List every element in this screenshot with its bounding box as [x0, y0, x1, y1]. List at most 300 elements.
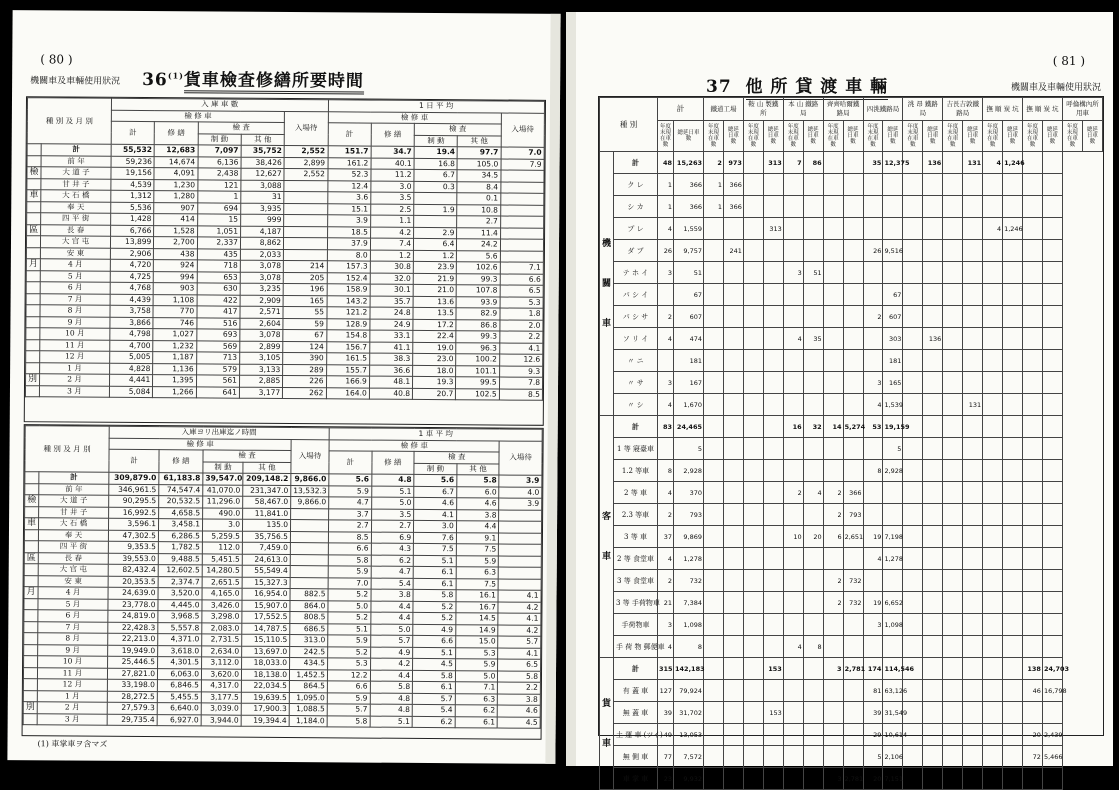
table-cell: 4,798 [110, 328, 153, 340]
table-cell [723, 372, 743, 394]
header-year-end-count: 年度末現在車數 [863, 121, 883, 152]
table-cell [983, 328, 1003, 350]
table-cell [1003, 680, 1023, 702]
table-cell: 17,552.5 [242, 611, 290, 623]
table-cell: 1,539 [883, 394, 903, 416]
table-cell: 3 [783, 262, 803, 284]
table-cell: 5 [863, 746, 883, 768]
table-cell [1023, 372, 1043, 394]
table-row [600, 328, 1103, 350]
table-cell: 793 [843, 504, 863, 526]
table-cell [843, 460, 863, 482]
table-cell [903, 438, 923, 460]
table-cell [498, 579, 541, 591]
table-cell: 4.1 [499, 343, 542, 355]
table-cell [823, 240, 843, 262]
table-cell: 924 [154, 260, 197, 272]
table-cell [983, 746, 1003, 768]
table-cell [763, 372, 783, 394]
table-cell: 2,906 [110, 248, 153, 260]
table-cell: 2,552 [284, 145, 327, 157]
table-cell: 21.9 [413, 273, 456, 285]
table-cell: 20.7 [413, 388, 456, 400]
table-cell [743, 174, 763, 196]
table-cell [843, 702, 863, 724]
table-cell [863, 570, 883, 592]
table-cell [823, 746, 843, 768]
table-cell: 7 [783, 152, 803, 174]
table-cell: 5.9 [329, 485, 372, 497]
table-cell [903, 196, 923, 218]
table-cell: 3,039.0 [201, 703, 241, 715]
table-cell: 55,549.4 [242, 565, 290, 577]
table-cell: 5.1 [413, 647, 456, 659]
table-cell [704, 284, 724, 306]
table-cell: 26 [863, 240, 883, 262]
table-row [600, 174, 1103, 196]
table-cell: 35 [863, 152, 883, 174]
table-cell [1042, 416, 1062, 438]
table-cell: 4.8 [371, 474, 414, 486]
table-cell: 5.8 [328, 554, 371, 566]
table-cell: 67 [883, 284, 903, 306]
table-cell [963, 174, 983, 196]
table-cell: 33.1 [370, 330, 413, 342]
table-cell: 490.0 [203, 507, 243, 519]
row-group-label [26, 282, 40, 294]
table-cell: 9,488.5 [158, 553, 202, 565]
table-cell: 1 [658, 174, 674, 196]
table-cell [783, 306, 803, 328]
table-37 [598, 96, 1104, 783]
table-cell [783, 658, 803, 680]
table-cell: 2 [783, 482, 803, 504]
table-cell [1023, 768, 1043, 790]
table-cell [823, 394, 843, 416]
table-cell [923, 702, 943, 724]
table-cell: 2.7 [329, 520, 372, 532]
row-group-label: 檢 [27, 167, 41, 179]
table-row [600, 372, 1103, 394]
table-cell: 1,246 [1003, 218, 1023, 240]
table-cell: 7.8 [499, 377, 542, 389]
table-cell: 6,136 [198, 156, 241, 168]
table-cell [943, 504, 963, 526]
table-cell: 2,604 [240, 318, 283, 330]
table-cell [1003, 504, 1023, 526]
table-cell [923, 614, 943, 636]
table-cell: 5.1 [371, 486, 414, 498]
table-cell: 181 [883, 350, 903, 372]
row-group-label [23, 667, 37, 679]
table-cell [923, 636, 943, 658]
table-cell [783, 174, 803, 196]
table-cell: 4 [658, 394, 674, 416]
table-cell: 2 [704, 152, 724, 174]
header-year-end-count: 年度末現在車數 [743, 121, 763, 152]
table-cell: 994 [154, 271, 197, 283]
table-cell [723, 416, 743, 438]
table-cell [704, 218, 724, 240]
table-cell: 47,302.5 [108, 530, 158, 542]
table-cell [903, 504, 923, 526]
table-cell [1042, 504, 1062, 526]
table-cell: 51 [803, 262, 823, 284]
header-waiting-2: 入場待 [501, 113, 545, 148]
table-cell: 3.9 [499, 475, 542, 487]
table-cell: 36.6 [369, 365, 412, 377]
table-cell: 2,651 [843, 526, 863, 548]
table-cell: 5.6 [329, 474, 372, 486]
header-car-days: 總延日車數 [1042, 121, 1062, 152]
table-cell [943, 570, 963, 592]
row-label: 〃 シ [614, 394, 658, 416]
table-cell: 4.1 [414, 509, 457, 521]
table-cell: 4 [863, 548, 883, 570]
table-cell: 24,639.0 [108, 587, 158, 599]
table-cell [843, 372, 863, 394]
table-cell: 7.4 [370, 238, 413, 250]
table-cell: 15 [197, 214, 240, 226]
table-row [600, 526, 1103, 548]
table-cell [883, 636, 903, 658]
row-label: 8 月 [40, 305, 110, 317]
table-cell [783, 724, 803, 746]
row-label: 5 月 [40, 270, 110, 282]
table-cell: 81 [863, 680, 883, 702]
table-cell: 35,752 [241, 145, 284, 157]
table-cell: 1 [658, 196, 674, 218]
table-cell [1003, 768, 1023, 790]
table-cell [500, 193, 543, 205]
table-cell: 5.2 [413, 612, 456, 624]
header-brake: 制 動 [198, 133, 241, 145]
table-cell [963, 548, 983, 570]
table-cell [763, 746, 783, 768]
table-cell: 903 [153, 283, 196, 295]
table-cell [704, 460, 724, 482]
table-cell: 121 [197, 179, 240, 191]
table-cell: 1,278 [883, 548, 903, 570]
table-cell: 864.0 [290, 600, 328, 612]
table-cell: 4 [983, 152, 1003, 174]
table-cell: 12.4 [327, 180, 370, 192]
row-group-label [26, 328, 40, 340]
table-cell: 16,954.0 [242, 588, 290, 600]
table-cell: 23.0 [413, 353, 456, 365]
table-cell: 4,165.0 [202, 588, 242, 600]
table-cell: 29,735.4 [107, 714, 157, 726]
table-cell: 7.5 [414, 543, 457, 555]
table-cell: 1,452.5 [289, 669, 327, 681]
table-cell [883, 482, 903, 504]
row-label: 5 月 [38, 598, 108, 610]
table-cell: 226 [283, 375, 326, 387]
table-cell: 686.5 [290, 623, 328, 635]
table-cell: 2.7 [371, 520, 414, 532]
table-row [600, 240, 1103, 262]
table-cell [823, 218, 843, 240]
table-cell [284, 249, 327, 261]
running-head: 機關車及車輛使用狀況 [30, 76, 121, 87]
row-group-label [26, 362, 40, 374]
table-cell [863, 196, 883, 218]
table-cell [723, 350, 743, 372]
table-cell: 55,532 [111, 144, 154, 156]
table-cell: 5.3 [500, 297, 543, 309]
table-cell: 5,451.5 [202, 553, 242, 565]
table-cell [704, 768, 724, 790]
table-cell [903, 372, 923, 394]
table-cell: 15,110.5 [242, 634, 290, 646]
table-cell: 3,758 [110, 305, 153, 317]
table-cell: 7,151 [883, 768, 903, 790]
table-cell: 31,702 [674, 702, 704, 724]
table-cell [500, 216, 543, 228]
table-cell [903, 306, 923, 328]
table-cell: 16.7 [456, 601, 499, 613]
table-cell: 5.9 [328, 566, 371, 578]
table-cell: 27,821.0 [107, 668, 157, 680]
row-group-label [24, 575, 38, 587]
table-cell [963, 482, 983, 504]
table-cell [499, 544, 542, 556]
table-cell [863, 636, 883, 658]
table-cell: 31,549 [883, 702, 903, 724]
table-cell: 2 [863, 306, 883, 328]
table-cell [1003, 416, 1023, 438]
table-cell: 5.8 [413, 670, 456, 682]
table-cell [743, 680, 763, 702]
table-cell: 1.9 [414, 204, 457, 216]
header-other-2: 其 他 [457, 463, 500, 475]
table-cell [963, 240, 983, 262]
row-group-label: 月 [24, 587, 38, 599]
table-cell: 1,246 [1003, 152, 1023, 174]
table-cell: 390 [283, 352, 326, 364]
table-cell: 1,187 [153, 352, 196, 364]
table-cell: 161.2 [328, 157, 371, 169]
table-cell [783, 680, 803, 702]
table-cell: 6.6 [328, 543, 371, 555]
table-cell [903, 218, 923, 240]
table-cell [1023, 504, 1043, 526]
table-cell: 9.1 [456, 532, 499, 544]
table-cell: 3,298.0 [202, 611, 242, 623]
table-cell: 1,136 [153, 363, 196, 375]
table-cell [823, 262, 843, 284]
table-cell: 14,674 [154, 156, 197, 168]
table-cell: 5,274 [843, 416, 863, 438]
table-cell [823, 614, 843, 636]
table-cell [943, 438, 963, 460]
table-body [23, 472, 542, 729]
table-cell: 9,353.5 [108, 541, 158, 553]
table-cell [903, 614, 923, 636]
table-cell [983, 680, 1003, 702]
table-cell: 13.6 [413, 296, 456, 308]
row-group-label [25, 483, 39, 495]
row-label: 2 等 車 [614, 482, 658, 504]
table-cell [923, 284, 943, 306]
table-cell [903, 636, 923, 658]
table-cell [284, 203, 327, 215]
table-cell [963, 614, 983, 636]
table-cell [499, 533, 542, 545]
table-cell [823, 636, 843, 658]
table-cell: 14,787.5 [242, 623, 290, 635]
header-total: 計 [658, 98, 704, 121]
row-label: 1 月 [40, 362, 110, 374]
table-cell [763, 636, 783, 658]
table-cell: 1 [197, 191, 240, 203]
table-cell: 121.2 [326, 307, 369, 319]
table-cell [723, 636, 743, 658]
table-cell: 63,126 [883, 680, 903, 702]
table-title [142, 65, 364, 92]
header-per-car-average: 1 車 平 均 [329, 428, 542, 441]
table-cell [783, 548, 803, 570]
table-cell: 67 [674, 284, 704, 306]
table-row [600, 548, 1103, 570]
table-cell [783, 746, 803, 768]
table-cell: 5.7 [327, 704, 370, 716]
table-cell [963, 438, 983, 460]
table-cell: 38,426 [241, 157, 284, 169]
table-cell [823, 438, 843, 460]
table-cell: 9,932 [674, 768, 704, 790]
table-cell: 8 [863, 460, 883, 482]
table-cell: 2.0 [500, 320, 543, 332]
row-label: 車 掌 車 [614, 768, 658, 790]
table-cell [1023, 526, 1043, 548]
table-cell [783, 614, 803, 636]
table-cell [723, 262, 743, 284]
table-cell: 13,899 [110, 236, 153, 248]
table-cell [704, 482, 724, 504]
table-cell [290, 566, 328, 578]
table-cell: 973 [723, 152, 743, 174]
table-cell: 136 [923, 328, 943, 350]
row-group-label [26, 247, 40, 259]
row-label: 4 月 [38, 587, 108, 599]
table-cell [723, 768, 743, 790]
table-cell: 6.3 [456, 567, 499, 579]
table-cell: 4.7 [371, 566, 414, 578]
table-cell [803, 394, 823, 416]
table-cell: 4 [658, 548, 674, 570]
table-cell [963, 218, 983, 240]
table-cell: 366 [723, 174, 743, 196]
table-cell [943, 262, 963, 284]
header-repair: 修 繕 [159, 450, 203, 473]
table-cell [943, 592, 963, 614]
table-cell: 2 [658, 570, 674, 592]
table-cell [943, 284, 963, 306]
table-cell: 3.8 [371, 589, 414, 601]
table-cell: 86.8 [456, 319, 499, 331]
table-cell: 6.6 [327, 681, 370, 693]
row-group-label [24, 598, 38, 610]
table-cell [943, 460, 963, 482]
table-row [600, 614, 1103, 636]
row-group-label [26, 316, 40, 328]
table-cell [903, 350, 923, 372]
table-cell [843, 284, 863, 306]
table-cell [499, 510, 542, 522]
table-cell [903, 548, 923, 570]
table-cell [723, 328, 743, 350]
table-cell [743, 482, 763, 504]
row-label: 10 月 [40, 328, 110, 340]
row-label: 大 石 橋 [39, 518, 109, 530]
table-cell [923, 548, 943, 570]
table-cell [1003, 702, 1023, 724]
table-cell [823, 724, 843, 746]
table-cell [963, 262, 983, 284]
table-cell: 40.8 [369, 388, 412, 400]
table-cell [803, 658, 823, 680]
row-group-label [25, 506, 39, 518]
table-cell: 4,658.5 [159, 507, 203, 519]
table-cell: 3,866 [110, 317, 153, 329]
table-cell: 3,105 [240, 352, 283, 364]
table-cell [499, 521, 542, 533]
table-cell: 4.4 [371, 601, 414, 613]
table-cell [763, 262, 783, 284]
table-cell: 516 [197, 317, 240, 329]
table-cell: 6,766 [111, 225, 154, 237]
table-cell [983, 592, 1003, 614]
table-cell [883, 262, 903, 284]
table-cell: 5.2 [328, 612, 371, 624]
table-cell: 1,051 [197, 225, 240, 237]
table-cell: 4.4 [370, 670, 413, 682]
table-cell: 5.9 [328, 635, 371, 647]
table-cell [923, 746, 943, 768]
table-cell: 7,572 [674, 746, 704, 768]
header-inspected-cars-2: 檢 修 車 [328, 111, 501, 124]
table-cell [963, 416, 983, 438]
table-cell: 24.9 [370, 319, 413, 331]
table-cell [743, 328, 763, 350]
table-cell [803, 306, 823, 328]
table-cell [923, 262, 943, 284]
table-cell [843, 152, 863, 174]
table-cell [943, 702, 963, 724]
table-cell: 97.7 [457, 147, 500, 159]
table-cell [943, 768, 963, 790]
table-cell [983, 504, 1003, 526]
table-cell [291, 508, 329, 520]
table-cell: 3.0 [203, 519, 243, 531]
row-label: 3 等 手荷物車 [614, 592, 658, 614]
table-cell: 25,446.5 [108, 656, 158, 668]
table-cell [723, 504, 743, 526]
table-cell: 39 [863, 702, 883, 724]
table-cell [983, 482, 1003, 504]
table-cell [743, 240, 763, 262]
table-cell [500, 239, 543, 251]
table-cell [763, 328, 783, 350]
table-cell: 13,053 [674, 724, 704, 746]
table-cell: 99.3 [456, 331, 499, 343]
row-label: ク レ [614, 174, 658, 196]
table-cell: 8 [658, 460, 674, 482]
table-row [600, 262, 1103, 284]
table-cell [704, 306, 724, 328]
table-cell: 14.9 [456, 624, 499, 636]
